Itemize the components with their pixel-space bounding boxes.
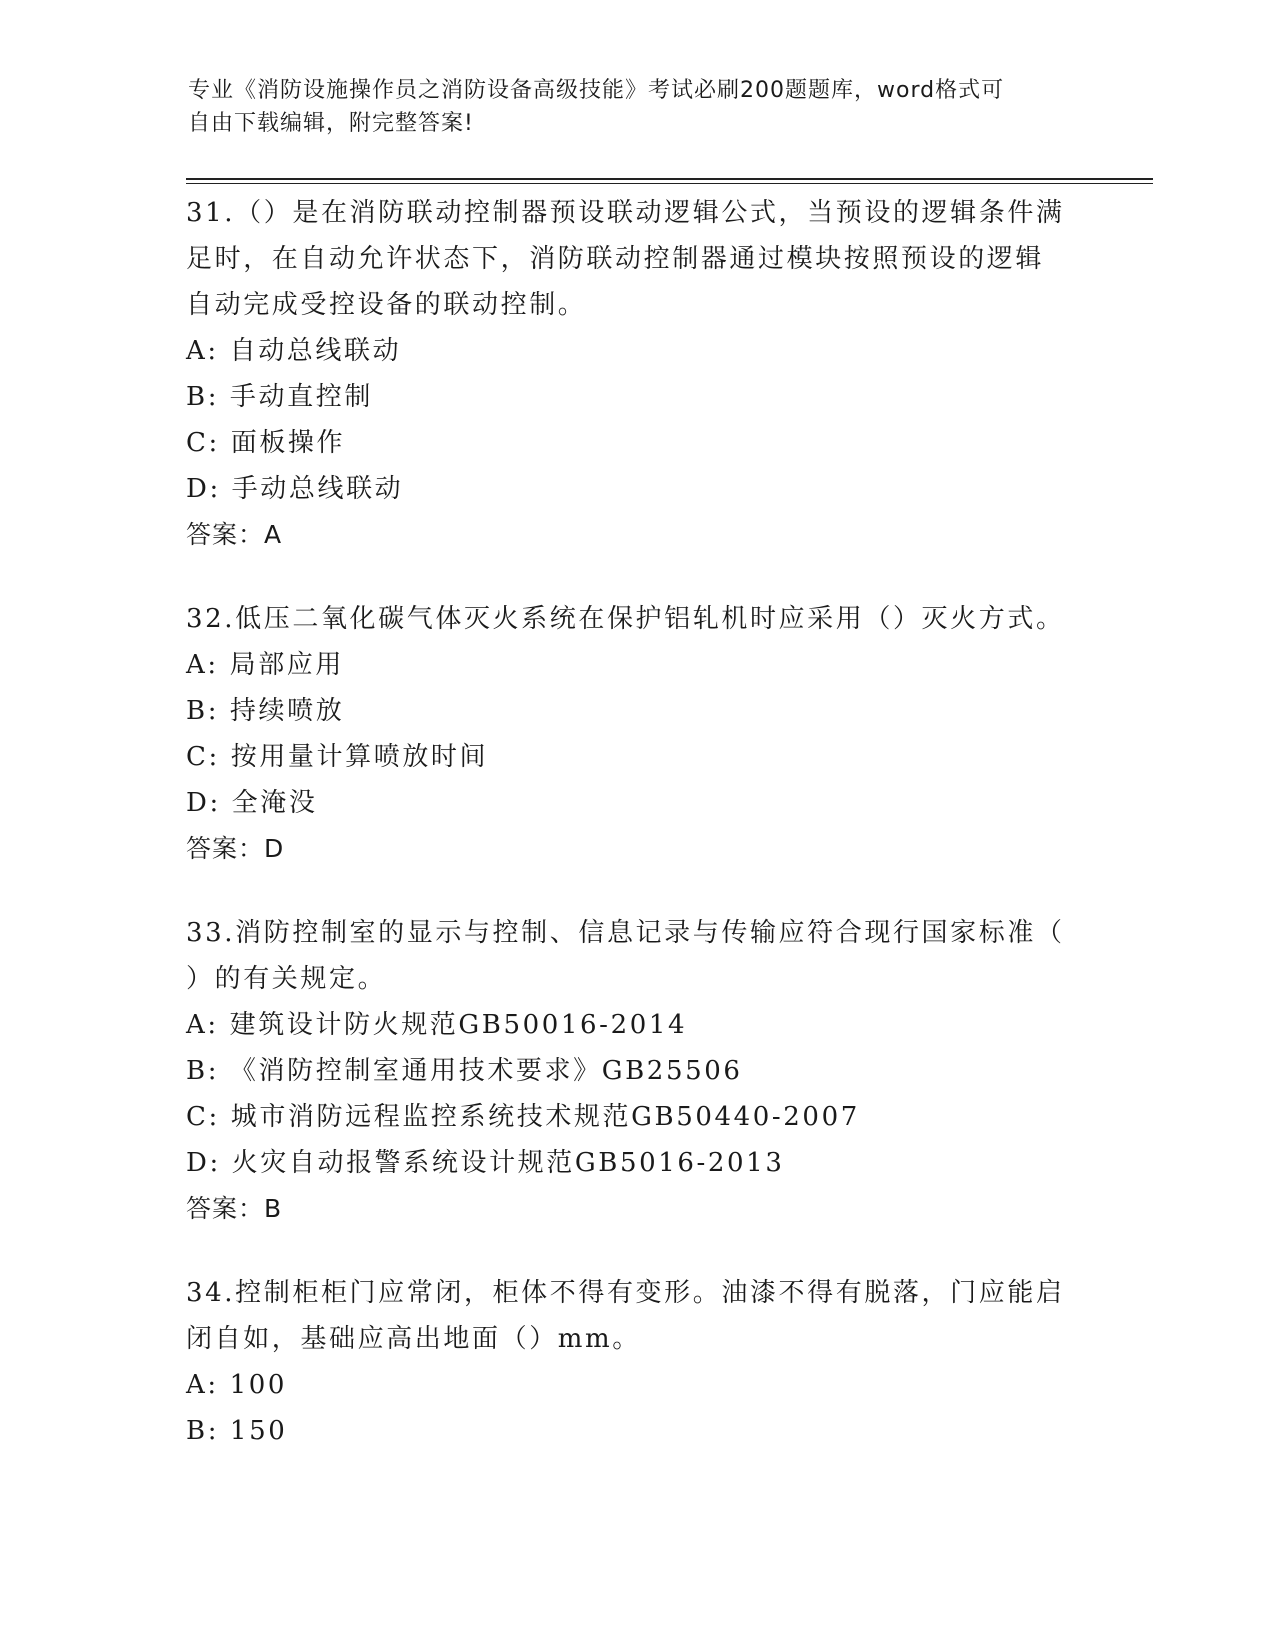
header-title-line-1: 专业《消防设施操作员之消防设备高级技能》考试必刷200题题库，word格式可	[188, 78, 1005, 103]
document-header	[188, 74, 1088, 140]
option-c: C: 城市消防远程监控系统技术规范GB50440-2007	[186, 1102, 860, 1132]
question-text-line: 闭自如，基础应高出地面（）mm。	[186, 1324, 641, 1354]
option-d: D: 手动总线联动	[186, 474, 404, 504]
option-c: C: 按用量计算喷放时间	[186, 742, 489, 772]
option-b: B: 持续喷放	[186, 696, 345, 726]
option-b: B: 《消防控制室通用技术要求》GB25506	[186, 1056, 743, 1086]
option-a: A: 建筑设计防火规范GB50016-2014	[186, 1010, 688, 1040]
question-text-line: 31.（）是在消防联动控制器预设联动逻辑公式，当预设的逻辑条件满	[186, 198, 1065, 228]
option-d: D: 火灾自动报警系统设计规范GB5016-2013	[186, 1148, 785, 1178]
answer-line: 答案：A	[186, 520, 283, 549]
question-text-line: ）的有关规定。	[186, 964, 387, 994]
option-d: D: 全淹没	[186, 788, 318, 818]
question-text-line: 32.低压二氧化碳气体灭火系统在保护铝轧机时应采用（）灭火方式。	[186, 604, 1065, 634]
answer-line: 答案：B	[186, 1194, 283, 1223]
question-text-line: 33.消防控制室的显示与控制、信息记录与传输应符合现行国家标准（	[186, 918, 1065, 948]
option-b: B: 150	[186, 1416, 288, 1446]
question-32	[186, 596, 1086, 872]
question-33	[186, 910, 1086, 1232]
option-c: C: 面板操作	[186, 428, 346, 458]
question-31	[186, 190, 1086, 558]
question-list	[186, 190, 1086, 1492]
answer-line: 答案：D	[186, 834, 285, 863]
question-34	[186, 1270, 1086, 1454]
option-a: A: 100	[186, 1370, 288, 1400]
header-title-line-2: 自由下载编辑，附完整答案!	[188, 111, 474, 136]
question-text-line: 34.控制柜柜门应常闭，柜体不得有变形。油漆不得有脱落，门应能启	[186, 1278, 1065, 1308]
header-divider	[186, 178, 1153, 184]
question-text-line: 足时，在自动允许状态下，消防联动控制器通过模块按照预设的逻辑	[186, 244, 1045, 274]
option-b: B: 手动直控制	[186, 382, 373, 412]
option-a: A: 自动总线联动	[186, 336, 402, 366]
question-text-line: 自动完成受控设备的联动控制。	[186, 290, 587, 320]
option-a: A: 局部应用	[186, 650, 345, 680]
